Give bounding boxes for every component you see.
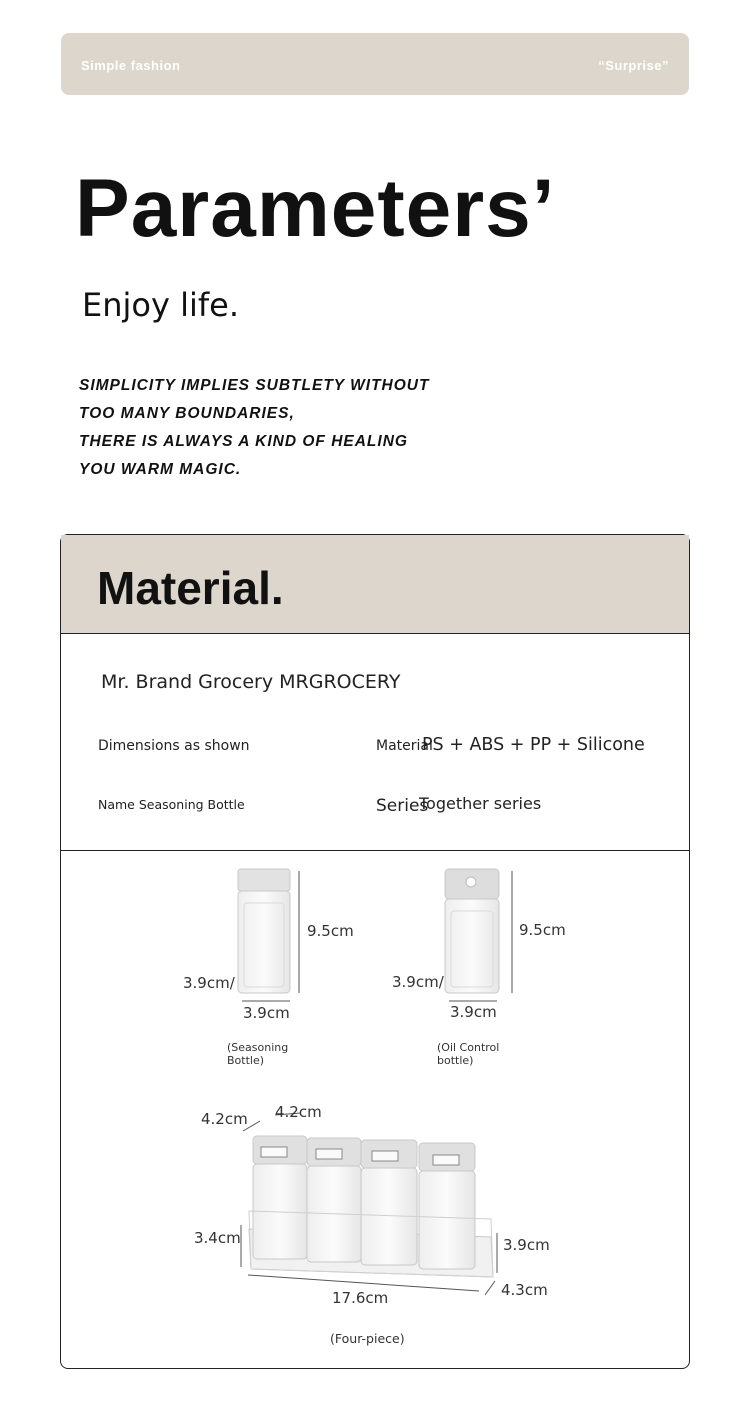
- set-cap-width-label: 4.2cm: [275, 1103, 322, 1121]
- material-label: Material: [376, 738, 433, 754]
- seasoning-caption: (Seasoning Bottle): [227, 1041, 289, 1067]
- set-base-depth-label: 4.3cm: [501, 1281, 548, 1299]
- seasoning-width-label: 3.9cm: [243, 1004, 290, 1022]
- page-title: Parameters’: [75, 163, 556, 254]
- banner-right-text: “Surprise”: [598, 58, 669, 73]
- set-length-label: 17.6cm: [332, 1289, 389, 1307]
- oil-width-label: 3.9cm: [450, 1003, 497, 1021]
- material-heading: Material.: [97, 562, 284, 614]
- quote-block: [79, 372, 429, 484]
- set-base-height-left-label: 3.4cm: [194, 1229, 241, 1247]
- quote-line: YOU WARM MAGIC.: [79, 461, 242, 478]
- top-banner: [61, 33, 689, 95]
- dimensions-text: Dimensions as shown: [98, 738, 250, 754]
- material-header: [61, 535, 689, 634]
- material-card: [60, 534, 690, 1369]
- seasoning-depth-label: 3.9cm/: [183, 974, 235, 992]
- spec-section: [61, 634, 689, 851]
- material-value: PS + ABS + PP + Silicone: [422, 735, 645, 755]
- oil-height-label: 9.5cm: [519, 921, 566, 939]
- brand-text: Mr. Brand Grocery MRGROCERY: [101, 671, 401, 693]
- oil-control-bottle: [445, 869, 499, 993]
- seasoning-bottle: [238, 869, 290, 993]
- page-subtitle: Enjoy life.: [82, 286, 239, 324]
- series-label: Series: [376, 796, 429, 816]
- oil-caption: (Oil Control bottle): [437, 1041, 500, 1067]
- quote-line: THERE IS ALWAYS A KIND OF HEALING: [79, 433, 408, 450]
- dimension-diagram: [61, 851, 689, 1370]
- set-corner-depth-label: 4.2cm: [201, 1110, 248, 1128]
- quote-line: SIMPLICITY IMPLIES SUBTLETY WITHOUT: [79, 377, 430, 394]
- oil-depth-label: 3.9cm/: [392, 973, 444, 991]
- banner-left-text: Simple fashion: [81, 58, 181, 73]
- four-piece-set: [249, 1136, 493, 1277]
- series-value: Together series: [419, 794, 542, 813]
- quote-line: TOO MANY BOUNDARIES,: [79, 405, 295, 422]
- seasoning-height-label: 9.5cm: [307, 922, 354, 940]
- name-text: Name Seasoning Bottle: [98, 797, 245, 812]
- set-base-height-right-label: 3.9cm: [503, 1236, 550, 1254]
- set-caption: (Four-piece): [330, 1331, 405, 1346]
